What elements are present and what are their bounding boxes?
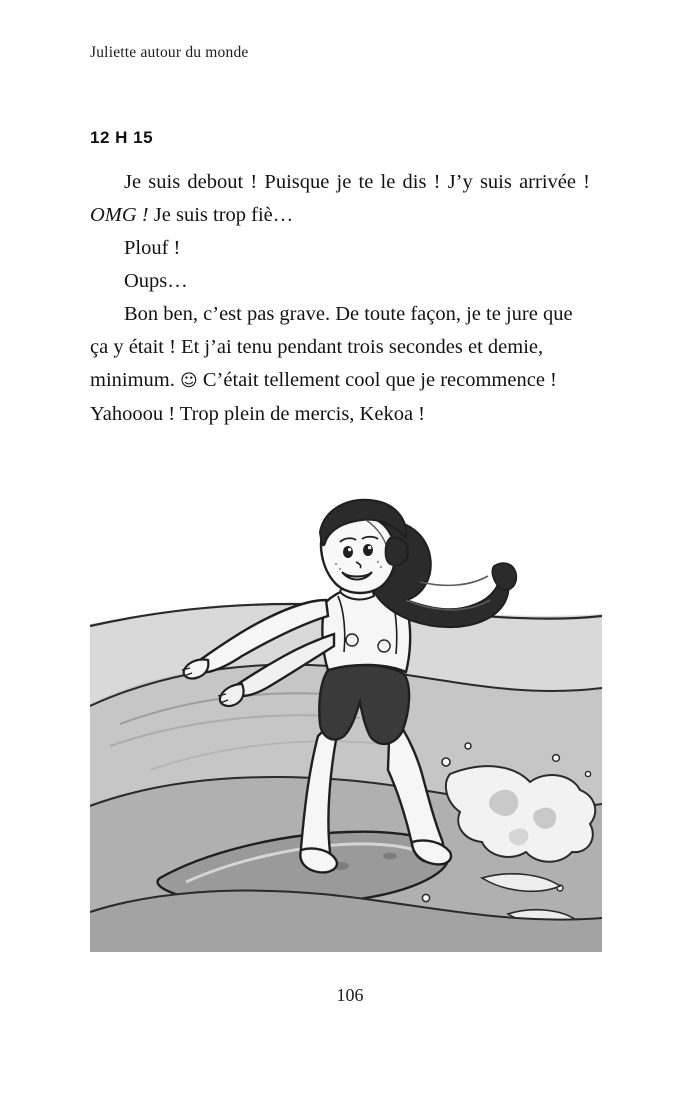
paragraph-1-run-3: Je suis trop fiè… bbox=[148, 204, 294, 226]
paragraph-3 bbox=[90, 265, 590, 298]
paragraph-1-run-1: Je suis debout ! Puisque je te le dis ! J’y suis arrivée ! bbox=[124, 171, 590, 193]
paragraph-1 bbox=[90, 166, 590, 232]
paragraph-1-run-2-italic: OMG ! bbox=[90, 204, 149, 226]
smiley-face-icon: ☺ bbox=[179, 371, 198, 391]
paragraph-3-run-1: Oups… bbox=[124, 270, 188, 292]
paragraph-2-run-1: Plouf ! bbox=[124, 237, 181, 259]
section-time-heading: 12 H 15 bbox=[90, 128, 154, 147]
paragraph-2 bbox=[90, 232, 590, 265]
paragraph-4-run-1: Bon ben, c’est pas grave. De toute façon, je te jure que ça y était ! Et j’ai tenu pendant trois secondes et demie, minimum. bbox=[90, 303, 573, 391]
running-head: Juliette autour du monde bbox=[90, 44, 249, 61]
paragraph-4 bbox=[90, 298, 590, 431]
body-text-block bbox=[90, 166, 590, 431]
surfing-girl-illustration bbox=[90, 474, 602, 952]
page-number: 106 bbox=[336, 985, 364, 1005]
paragraph-4-run-3: C’était tellement cool que je recommence ! Yahooou ! Trop plein de mercis, Kekoa ! bbox=[90, 369, 557, 425]
